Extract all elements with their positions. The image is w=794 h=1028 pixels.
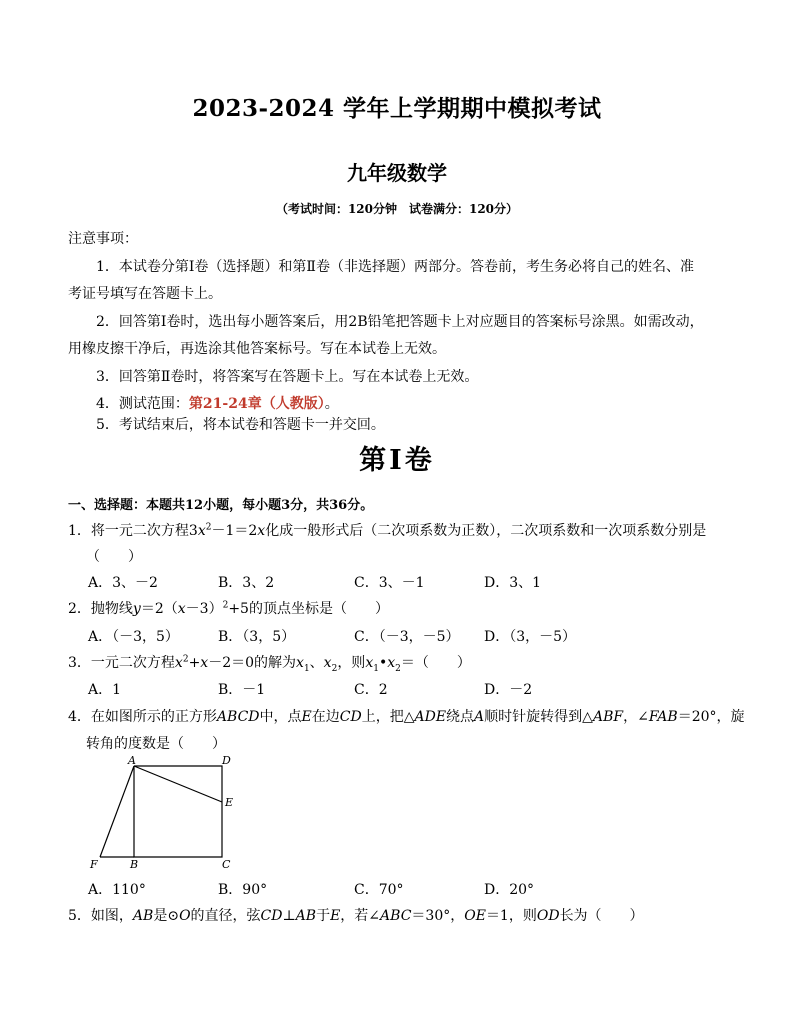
square-abcd bbox=[134, 766, 222, 857]
q4-option-c: C．70° bbox=[354, 882, 404, 898]
note-item-5: 5．考试结束后，将本试卷和答题卡一并交回。 bbox=[96, 417, 385, 433]
q3-option-a: A．1 bbox=[88, 682, 122, 698]
q4-option-a: A．110° bbox=[88, 882, 146, 898]
q2-option-a: A．（－3，5） bbox=[88, 629, 179, 645]
q1-option-d: D．3、1 bbox=[484, 575, 542, 591]
q3-option-c: C．2 bbox=[354, 682, 388, 698]
q2-option-d: D．（3，－5） bbox=[484, 629, 577, 645]
question-2-text: 2．抛物线$y=2(x-3)^2+5$的顶点坐标是（ ） bbox=[68, 600, 389, 617]
note-item-1-line-1: 1．本试卷分第Ⅰ卷（选择题）和第Ⅱ卷（非选择题）两部分。答卷前，考生务必将自己的姓名、准 bbox=[96, 259, 694, 275]
note-item-2-line-1: 2．回答第Ⅰ卷时，选出每小题答案后，用2B铅笔把答题卡上对应题目的答案标号涂黑。如需改动， bbox=[96, 314, 704, 330]
note-item-2-line-2: 用橡皮擦干净后，再选涂其他答案标号。写在本试卷上无效。 bbox=[68, 341, 446, 357]
q3-option-d: D．－2 bbox=[484, 682, 533, 698]
note-item-4-prefix: 4．测试范围： bbox=[96, 396, 189, 412]
notes-heading: 注意事项： bbox=[68, 231, 138, 247]
exam-subtitle: 九年级数学 bbox=[347, 161, 447, 185]
exam-title: 2023-2024 学年上学期期中模拟考试 bbox=[192, 95, 602, 122]
q4-option-b: B．90° bbox=[218, 882, 268, 898]
q1-option-a: A．3、－2 bbox=[88, 575, 158, 591]
label-b: B bbox=[130, 858, 139, 871]
exam-info: （考试时间：120分钟 试卷满分：120分） bbox=[275, 202, 519, 216]
label-f: F bbox=[90, 858, 98, 871]
question-1-answer-paren: （ ） bbox=[86, 549, 142, 565]
note-item-4-suffix: 。 bbox=[324, 396, 339, 412]
square-rotation-figure bbox=[84, 752, 244, 876]
q2-option-b: B．（3，5） bbox=[218, 629, 296, 645]
q3-option-b: B．－1 bbox=[218, 682, 266, 698]
note-item-3: 3．回答第Ⅱ卷时，将答案写在答题卡上。写在本试卷上无效。 bbox=[96, 369, 479, 385]
note-item-1-line-2: 考证号填写在答题卡上。 bbox=[68, 286, 222, 302]
test-scope: 第21-24章（人教版） bbox=[188, 396, 325, 412]
note-item-4 bbox=[96, 393, 339, 413]
question-4-text-line-2: 转角的度数是（ ） bbox=[86, 736, 226, 752]
question-4-text: 4．在如图所示的正方形ABCD中，点E在边CD上，把△ADE绕点A顺时针旋转得到△ABF，∠FAB＝20°，旋 bbox=[68, 709, 745, 725]
label-e: E bbox=[225, 796, 234, 809]
section-heading: 第Ⅰ卷 bbox=[359, 445, 435, 476]
q4-option-d: D．20° bbox=[484, 882, 535, 898]
label-c: C bbox=[222, 858, 231, 871]
section-intro: 一、选择题：本题共12小题，每小题3分，共36分。 bbox=[68, 498, 374, 513]
label-a: A bbox=[128, 754, 136, 767]
q1-option-c: C．3、－1 bbox=[354, 575, 425, 591]
segment-ae bbox=[134, 766, 222, 802]
q2-option-c: C．（－3，－5） bbox=[354, 629, 460, 645]
segment-af bbox=[100, 766, 134, 857]
q1-option-b: B．3、2 bbox=[218, 575, 275, 591]
label-d: D bbox=[222, 754, 231, 767]
question-1-text: 1．将一元二次方程$3x^2-1=2x$化成一般形式后（二次项系数为正数），二次项系数和一次项系数分别是 bbox=[68, 522, 707, 539]
question-3-text: 3．一元二次方程$x^2+x-2=0$的解为$x_1$、$x_2$，则$x_1•x_2=$（ ） bbox=[68, 654, 471, 674]
question-5-text: 5．如图，AB是⊙O的直径，弦CD⊥AB于E，若∠ABC＝30°，OE＝1，则OD长为（ ） bbox=[68, 908, 644, 924]
